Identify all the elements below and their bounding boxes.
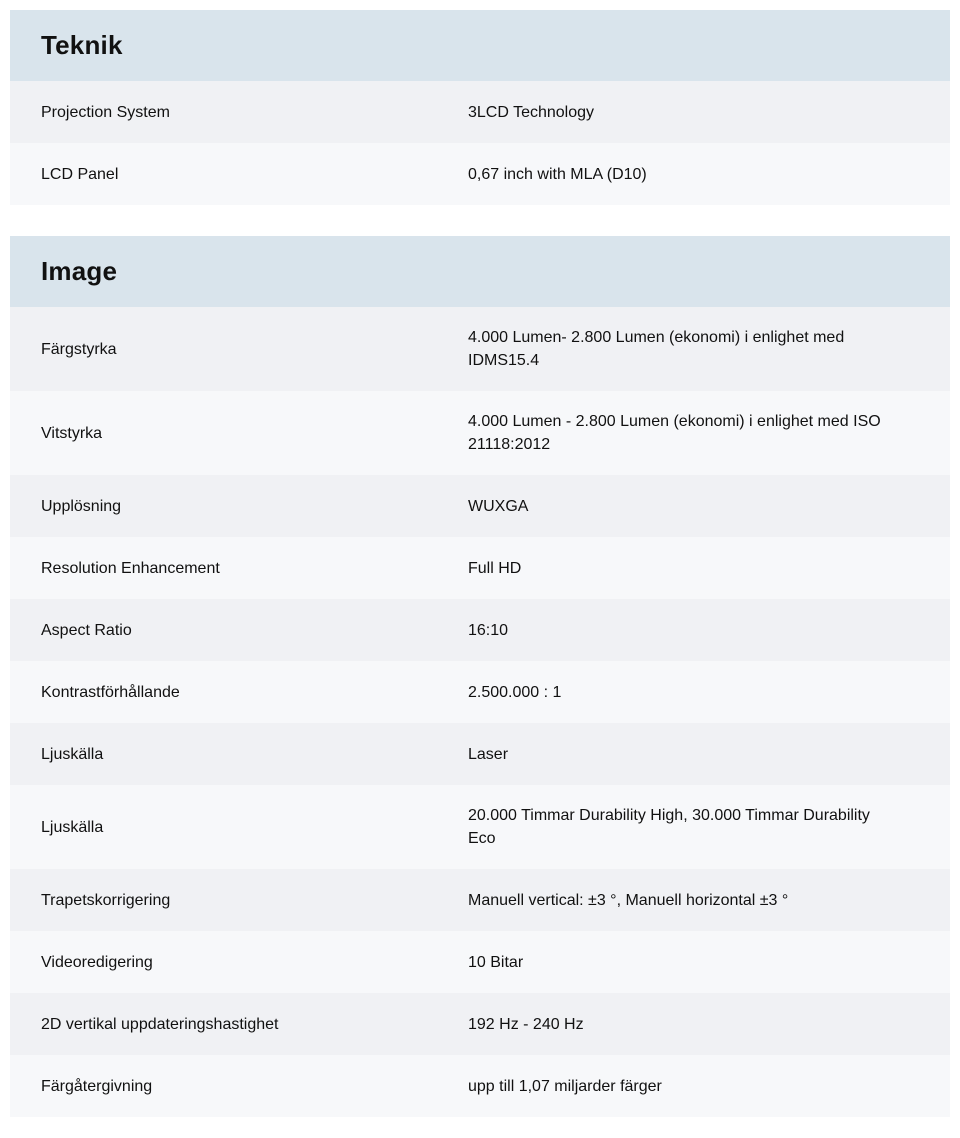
spec-row xyxy=(10,931,950,993)
spec-label: Aspect Ratio xyxy=(41,621,132,639)
spec-value: Full HD xyxy=(468,559,522,577)
spec-row xyxy=(10,661,950,723)
spec-row xyxy=(10,723,950,785)
spec-label: Färgåtergivning xyxy=(41,1077,153,1095)
spec-row xyxy=(10,81,950,143)
spec-label: Ljuskälla xyxy=(41,818,104,836)
spec-value: 16:10 xyxy=(468,621,509,639)
section-image xyxy=(10,236,950,1117)
spec-value: 4.000 Lumen - 2.800 Lumen (ekonomi) i enlighet med ISO 21118:2012 xyxy=(468,413,881,453)
spec-label: Ljuskälla xyxy=(41,745,104,763)
spec-value: WUXGA xyxy=(468,497,529,515)
spec-row xyxy=(10,307,950,391)
spec-value: Manuell vertical: ±3 °, Manuell horizontal ±3 ° xyxy=(468,891,789,909)
spec-label: Kontrastförhållande xyxy=(41,683,180,701)
spec-label: Projection System xyxy=(41,103,170,121)
spec-row xyxy=(10,475,950,537)
section-title: Image xyxy=(41,256,118,286)
spec-label: Vitstyrka xyxy=(41,424,103,442)
spec-row xyxy=(10,1055,950,1117)
spec-value: 2.500.000 : 1 xyxy=(468,683,562,701)
spec-row xyxy=(10,537,950,599)
spec-value: 3LCD Technology xyxy=(468,103,595,121)
spec-label: Trapetskorrigering xyxy=(41,891,171,909)
spec-value: Laser xyxy=(468,745,509,763)
spec-row xyxy=(10,993,950,1055)
section-teknik xyxy=(10,10,950,205)
spec-value: 0,67 inch with MLA (D10) xyxy=(468,165,647,183)
spec-value: 20.000 Timmar Durability High, 30.000 Timmar Durability Eco xyxy=(468,807,870,847)
spec-value: 192 Hz - 240 Hz xyxy=(468,1015,584,1033)
section-title: Teknik xyxy=(41,30,123,60)
spec-label: Upplösning xyxy=(41,497,122,515)
section-header xyxy=(10,10,950,81)
spec-value: upp till 1,07 miljarder färger xyxy=(468,1077,662,1095)
spec-label: Videoredigering xyxy=(41,953,153,971)
spec-value: 10 Bitar xyxy=(468,953,524,971)
section-header xyxy=(10,236,950,307)
spec-row xyxy=(10,869,950,931)
spec-row xyxy=(10,599,950,661)
spec-value: 4.000 Lumen- 2.800 Lumen (ekonomi) i enlighet med IDMS15.4 xyxy=(468,329,845,369)
spec-label: LCD Panel xyxy=(41,165,119,183)
spec-label: Resolution Enhancement xyxy=(41,559,220,577)
spec-label: Färgstyrka xyxy=(41,340,117,358)
spec-row xyxy=(10,143,950,205)
spec-row xyxy=(10,785,950,869)
spec-row xyxy=(10,391,950,475)
spec-label: 2D vertikal uppdateringshastighet xyxy=(41,1015,279,1033)
